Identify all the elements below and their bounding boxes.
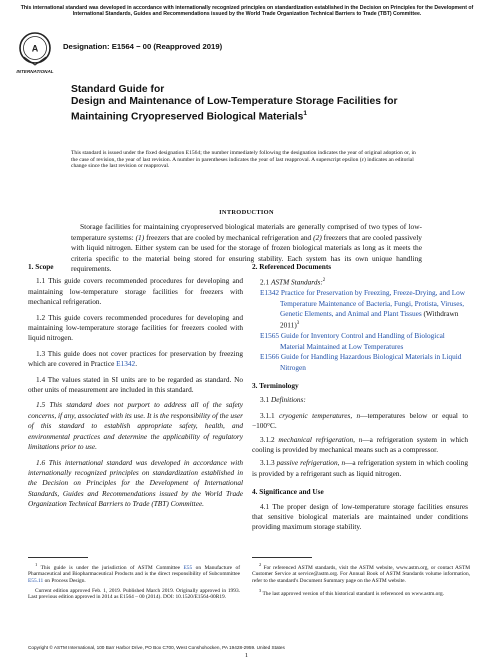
- ref-title-link[interactable]: Guide for Inventory Control and Handling of Biological Material Maintained at Low Temperatures: [280, 331, 445, 351]
- scope-1-4: 1.4 The values stated in SI units are to be regarded as standard. No other units of measurement are included in this standard.: [28, 374, 243, 395]
- term-def: —a refrigeration system in which cooling is provided by a refrigerant such as liquid nitrogen.: [252, 458, 468, 478]
- term-name: mechanical refrigeration, n: [278, 434, 363, 444]
- term-number: 3.1.3: [260, 458, 277, 468]
- term-3-1: [252, 395, 468, 405]
- fn-text: For referenced ASTM standards, visit the ASTM website, www.astm.org, or contact ASTM Customer Service at service@astm.org. For Annual Book of ASTM Standards volume information, refer to the standard's Document Summary page on the ASTM website.: [252, 564, 470, 584]
- term-def: —a refrigeration system in which cooling is provided by mechanical means such as a compressor.: [252, 434, 469, 454]
- ref-title-link[interactable]: Practice for Preservation by Freezing, Freeze-Drying, and Low Temperature Maintenance of Bacteria, Fungi, Protista, Viruses, Genetic Elements, and Animal and Plant Tissues: [280, 288, 466, 319]
- ref-sup: 3: [296, 321, 300, 327]
- left-column: [28, 262, 243, 515]
- footnote-divider: [252, 557, 312, 558]
- term-def: —temperatures below or equal to −100°C.: [252, 410, 468, 431]
- scope-1-1: 1.1 This guide covers recommended procedures for developing and maintaining low-temperature storage facilities for freezers with mechanical refrigeration.: [28, 276, 243, 307]
- reference-item: [260, 352, 468, 373]
- standard-type: Standard Guide for: [71, 84, 165, 95]
- footnote-3: $^3$ The last approved version of this historical standard is referenced on www.astm.org.: [259, 587, 445, 597]
- scope-heading: 1. Scope: [28, 262, 54, 271]
- introduction-heading: INTRODUCTION: [219, 209, 274, 216]
- designation: Designation: E1564 − 00 (Reapproved 2019): [63, 42, 223, 51]
- significance-4-1: 4.1 The proper design of low-temperature storage facilities ensures that sensitive biological materials are maintained under conditions providing maximum storage stability.: [252, 501, 468, 532]
- reference-item: [260, 331, 468, 352]
- reference-item: [260, 288, 468, 331]
- term-3-1-2: [252, 435, 468, 456]
- term-3-1-3: [252, 458, 468, 479]
- title-footnote-ref: 1: [303, 110, 307, 118]
- issuance-statement: This standard is issued under the fixed designation E1564; the number immediately following the designation indicates the year of original adoption or, in the case of revision, the year of last revision. A number in parentheses indicates the year of last reapproval. A superscript epsilon (ε) indicates an editorial change since the last revision or reapproval.: [71, 150, 416, 170]
- page-number: 1: [244, 652, 249, 659]
- term-label: Definitions:: [270, 395, 306, 405]
- fn-text: on Manufacture of Pharmaceutical and Biopharmaceutical Products and is the direct responsibility of Subcommittee: [28, 564, 240, 578]
- ref-code-link[interactable]: E1566: [260, 352, 280, 362]
- footnotes-right: [252, 562, 470, 600]
- footnote-divider: [28, 557, 88, 558]
- link-e1342[interactable]: E1342: [116, 359, 136, 369]
- ref-sub-label: ASTM Standards:: [270, 277, 323, 287]
- page-title: [71, 96, 421, 124]
- fn-text: The last approved version of this historical standard is referenced on www.astm.org.: [262, 590, 445, 597]
- ref-code-link[interactable]: E1565: [260, 331, 280, 341]
- intro-part: freezers that are cooled by mechanical refrigeration and: [144, 232, 314, 242]
- astm-standards-subheading: [260, 276, 468, 288]
- ref-suffix: (Withdrawn 2011): [280, 309, 459, 330]
- standardization-notice: This international standard was developed in accordance with internationally recognized principles on standardization established in the Decision on Principles for the Development of International Standards, Guides and Recommendations issued by the World Trade Organization Technical Barriers to Trade (TBT) Committee.: [20, 5, 474, 18]
- term-3-1-1: [252, 411, 468, 432]
- svg-text:A: A: [31, 43, 39, 54]
- footnote-1: $^1$ This guide is under the jurisdiction of ASTM Committee E55 on Manufacture of Pharmaceutical and Biopharmaceutical Products and is the direct responsibility of Subcommittee E55.11 on Process Design.: [28, 562, 240, 584]
- logo-text: INTERNATIONAL: [16, 69, 54, 74]
- right-column: [252, 262, 468, 538]
- footnote-2: $^2$ For referenced ASTM standards, visit the ASTM website, www.astm.org, or contact ASTM Customer Service at service@astm.org. For Annual Book of ASTM Standards volume information, refer to the standard's Document Summary page on the ASTM website.: [252, 562, 470, 584]
- ref-sub-number: 2.1: [260, 277, 271, 287]
- scope-1-3-end: .: [135, 359, 138, 369]
- scope-1-2: 1.2 This guide covers recommended procedures for developing and maintaining low-temperature storage facilities for freezers cooled with liquid nitrogen.: [28, 312, 243, 343]
- scope-1-5: 1.5 This standard does not purport to address all of the safety concerns, if any, associated with its use. It is the responsibility of the user of this standard to establish appropriate safety, health, and environmental practices and determine the applicability of regulatory limitations prior to use.: [28, 400, 243, 452]
- intro-enum: (2): [313, 232, 322, 242]
- significance-heading: 4. Significance and Use: [252, 487, 324, 497]
- scope-1-3: [28, 349, 243, 370]
- term-number: 3.1.1: [260, 410, 279, 420]
- term-name: passive refrigeration, n: [276, 458, 346, 468]
- terminology-heading: 3. Terminology: [252, 380, 299, 390]
- ref-title-link[interactable]: Guide for Handling Hazardous Biological Materials in Liquid Nitrogen: [280, 352, 462, 372]
- scope-1-3-text: 1.3 This guide does not cover practices for preservation by freezing which are covered in Practice: [28, 348, 243, 369]
- scope-1-6: 1.6 This international standard was developed in accordance with internationally recognized principles on standardization established in the Decision on Principles for the Development of International Standards, Guides and Recommendations issued by the World Trade Organization Technical Barriers to Trade (TBT) Committee.: [28, 457, 243, 509]
- term-number: 3.1: [260, 395, 271, 405]
- link-e55-11[interactable]: E55.11: [28, 577, 44, 584]
- link-e55[interactable]: E55: [183, 564, 193, 571]
- copyright-notice: Copyright © ASTM International, 100 Barr Harbor Drive, PO Box C700, West Conshohocken, PA 19428-2959. United States: [28, 645, 285, 650]
- ref-sub-sup: 2: [322, 278, 326, 284]
- fn-text: on Process Design.: [43, 577, 86, 584]
- term-number: 3.1.2: [260, 434, 279, 444]
- term-name: cryogenic temperatures, n: [278, 410, 361, 420]
- intro-part: freezers that are cooled passively with liquid nitrogen. Either system can be used for the storage of frozen biological materials as long as it meets the criteria specific to the material being stored for ensuring stability. Each system has its own unique handling requirements.: [71, 232, 422, 274]
- title-text: Design and Maintenance of Low-Temperature Storage Facilities for Maintaining Cryopreserved Biological Materials: [71, 96, 398, 123]
- fn-text: This guide is under the jurisdiction of ASTM Committee: [40, 564, 184, 571]
- footnotes-left: [28, 562, 240, 604]
- footnote-1-edition: Current edition approved Feb. 1, 2019. Published March 2019. Originally approved in 1993. Last previous edition approved in 2014 as E1564 – 00 (2014). DOI: 10.1520/E1564-00R19.: [28, 587, 240, 601]
- intro-part: Storage facilities for maintaining cryopreserved biological materials are generally comprised of two types of low-temperature systems:: [71, 222, 422, 242]
- ref-code-link[interactable]: E1342: [260, 288, 280, 298]
- intro-enum: (1): [135, 232, 145, 242]
- astm-logo-icon: [14, 29, 56, 75]
- references-heading: 2. Referenced Documents: [252, 262, 332, 271]
